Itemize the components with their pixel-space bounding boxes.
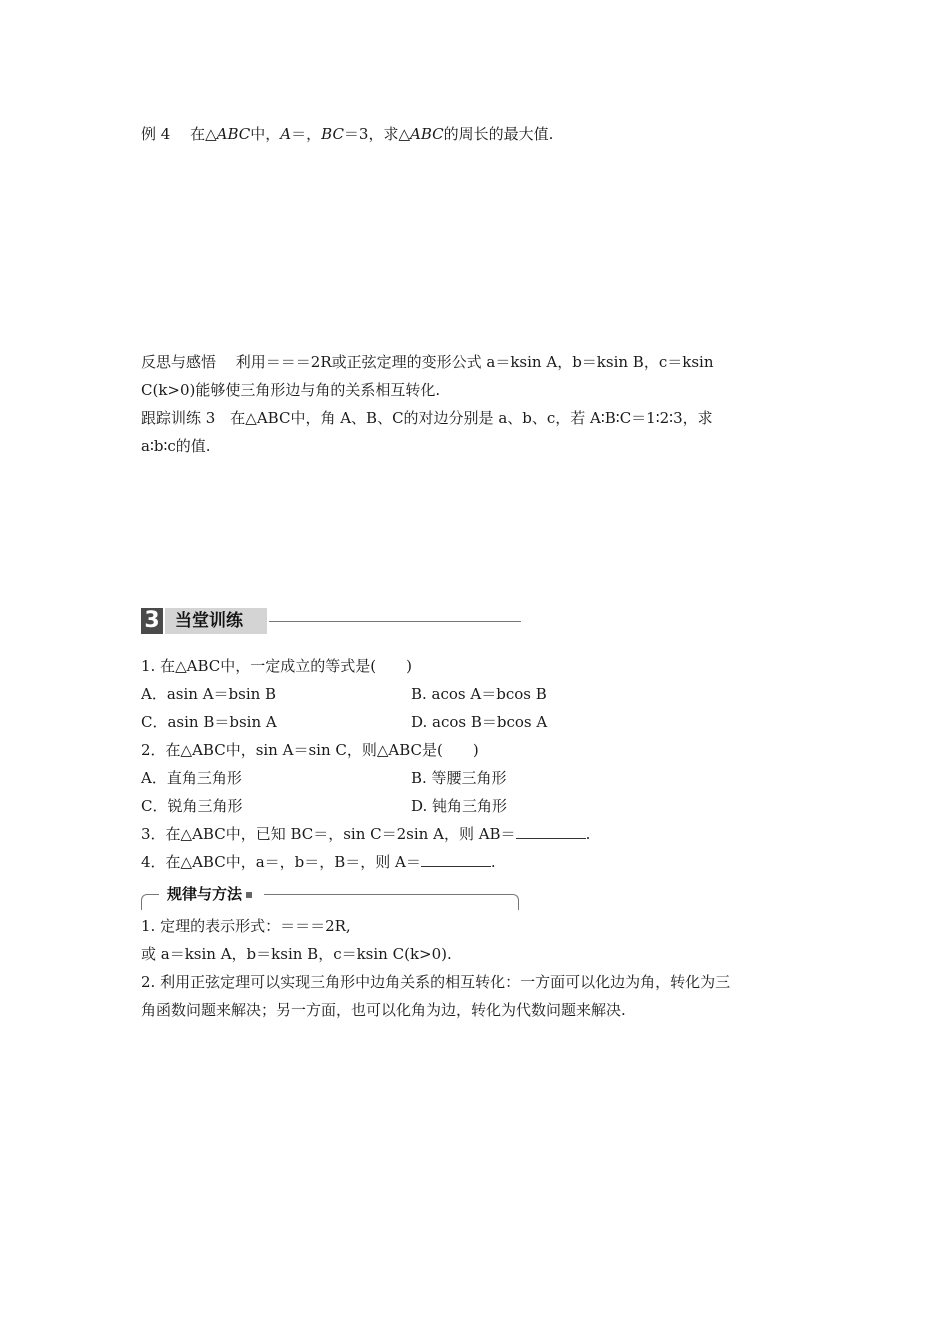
question-4-end: . <box>490 853 496 871</box>
question-1: 1. 在△ABC中，一定成立的等式是( ) <box>141 657 412 675</box>
example-4-line <box>141 124 553 144</box>
example-text: ＝3，求△ <box>343 125 411 143</box>
answer-blank[interactable] <box>516 824 586 839</box>
rules-title-text: 规律与方法 <box>167 885 243 903</box>
bullet-icon <box>246 892 252 898</box>
question-1-option-d: D. acos B＝bcos A <box>411 713 548 731</box>
example-text: 的周长的最大值. <box>443 125 554 143</box>
section-title: 当堂训练 <box>165 608 267 634</box>
question-1-option-c: C．asin B＝bsin A <box>141 713 277 731</box>
side-bc: BC <box>321 125 344 143</box>
question-1-option-b: B. acos A＝bcos B <box>411 685 547 703</box>
rules-item-2-line-2: 角函数问题来解决；另一方面，也可以化角为边，转化为代数问题来解决. <box>141 1001 626 1019</box>
triangle-abc: ABC <box>216 125 251 143</box>
reflection-text: 利用＝＝＝2R或正弦定理的变形公式 a＝ksin A，b＝ksin B，c＝ksin <box>235 353 714 371</box>
reflection-line-1 <box>141 352 713 372</box>
question-2-option-b: B. 等腰三角形 <box>411 769 507 787</box>
example-text: 中， <box>250 125 281 143</box>
reflection-line-2: C(k>0)能够使三角形边与角的关系相互转化. <box>141 381 441 399</box>
section-header <box>141 608 521 634</box>
question-3-end: . <box>585 825 591 843</box>
triangle-abc: ABC <box>410 125 444 143</box>
question-2-option-d: D. 钝角三角形 <box>411 797 508 815</box>
angle-a: A <box>280 125 292 143</box>
tracking-3-line-2: a∶b∶c的值. <box>141 437 211 455</box>
question-3 <box>141 824 590 844</box>
question-4-text: 4．在△ABC中，a＝，b＝，B＝，则 A＝ <box>141 853 421 871</box>
rules-item-1-line-1: 1. 定理的表示形式：＝＝＝2R, <box>141 917 351 935</box>
example-label: 例 4 <box>141 125 171 143</box>
question-2-option-a: A．直角三角形 <box>141 769 242 787</box>
question-4 <box>141 852 496 872</box>
section-divider <box>269 621 521 622</box>
question-1-option-a: A．asin A＝bsin B <box>141 685 277 703</box>
tracking-3-line-1: 跟踪训练 3 在△ABC中，角 A、B、C的对边分别是 a、b、c，若 A∶B∶C＝1∶2∶3，求 <box>141 409 713 427</box>
rules-title <box>159 884 264 904</box>
question-3-text: 3．在△ABC中，已知 BC＝，sin C＝2sin A，则 AB＝ <box>141 825 516 843</box>
question-2-option-c: C．锐角三角形 <box>141 797 243 815</box>
rules-item-2-line-1: 2. 利用正弦定理可以实现三角形中边角关系的相互转化：一方面可以化边为角，转化为三 <box>141 973 731 991</box>
example-text: ＝， <box>291 125 322 143</box>
rules-item-1-line-2: 或 a＝ksin A，b＝ksin B，c＝ksin C(k>0). <box>141 945 452 963</box>
example-text: 在△ <box>190 125 217 143</box>
reflection-label: 反思与感悟 <box>141 353 217 371</box>
answer-blank[interactable] <box>421 852 491 867</box>
rules-header <box>141 884 521 910</box>
section-number: 3 <box>141 608 163 634</box>
question-2: 2．在△ABC中，sin A＝sin C，则△ABC是( ) <box>141 741 479 759</box>
